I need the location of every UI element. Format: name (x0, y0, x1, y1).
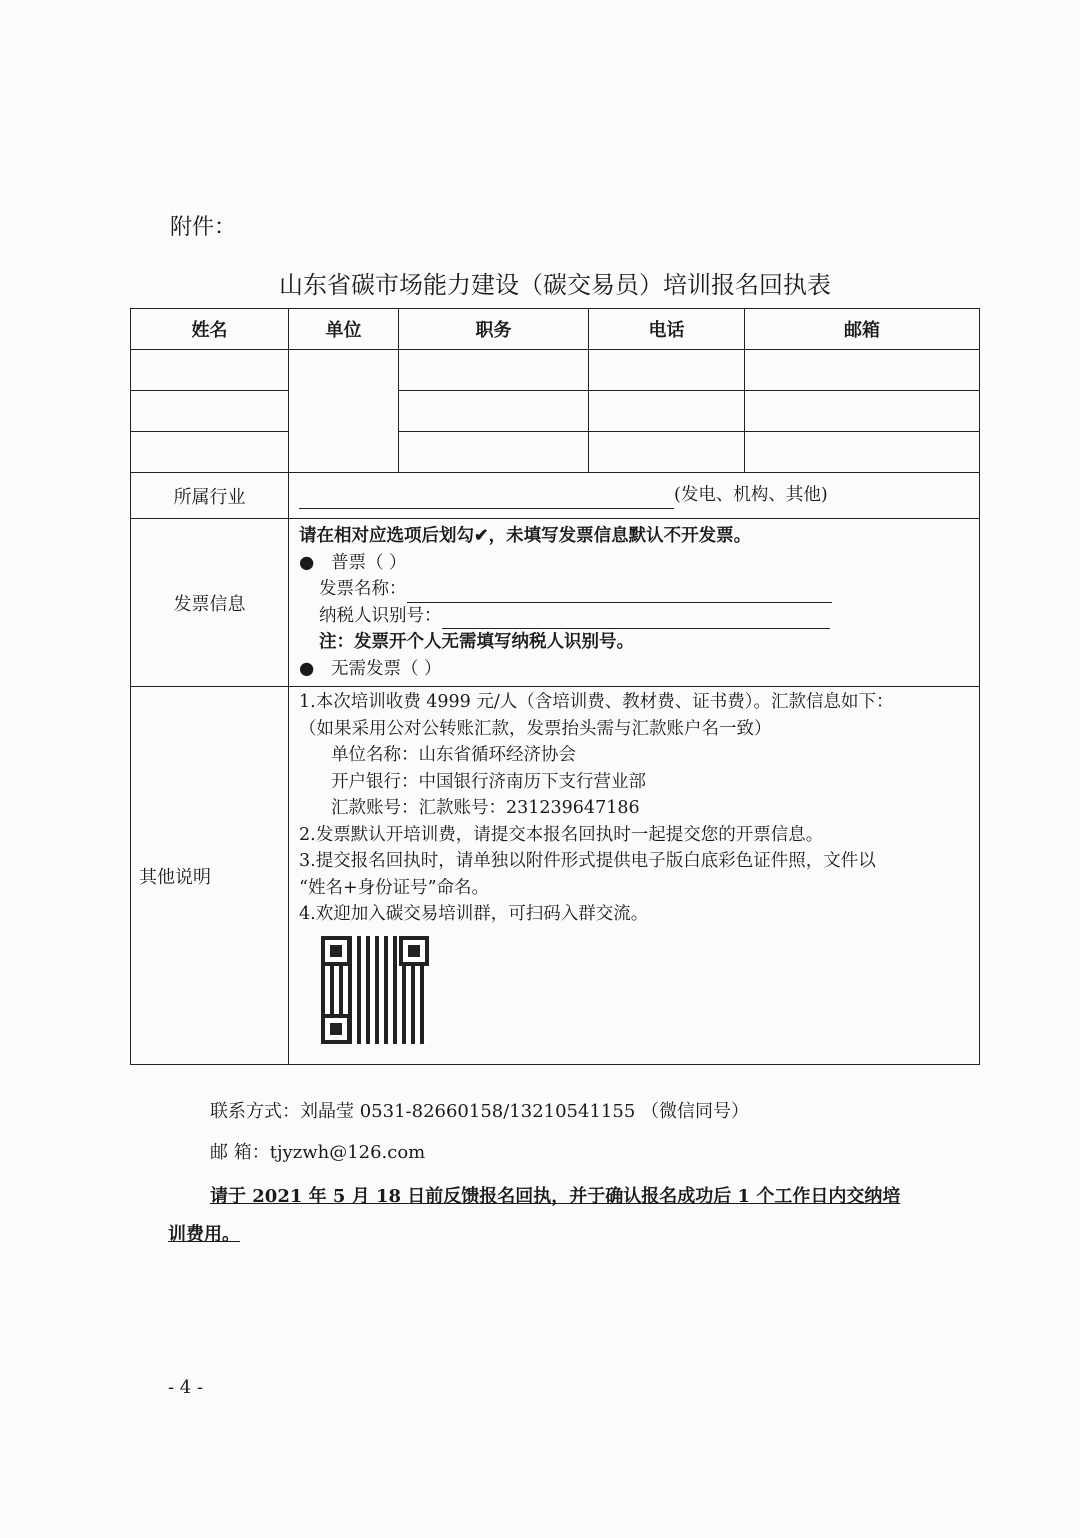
deadline-notice-cont: 训费用。 (168, 1224, 240, 1245)
note-line: 2.发票默认开培训费，请提交本报名回执时一起提交您的开票信息。 (299, 824, 824, 845)
header-email: 邮箱 (745, 309, 980, 350)
position-cell[interactable] (399, 391, 589, 432)
phone-cell[interactable] (589, 391, 745, 432)
other-label: 其他说明 (131, 687, 289, 1065)
industry-options: (发电、机构、其他) (674, 485, 828, 506)
email-cell[interactable] (745, 350, 980, 391)
industry-blank[interactable] (299, 508, 674, 509)
email-cell[interactable] (745, 432, 980, 473)
invoice-note: 注：发票开个人无需填写纳税人识别号。 (319, 632, 634, 652)
contact-email: 邮 箱：tjyzwh@126.com (210, 1142, 426, 1163)
note-line: （如果采用公对公转账汇款，发票抬头需与汇款账户名一致） (299, 718, 772, 739)
position-cell[interactable] (399, 350, 589, 391)
registration-table (130, 308, 980, 1065)
invoice-option-regular[interactable]: 普票（ ） (330, 552, 407, 573)
qr-code-icon[interactable] (321, 936, 429, 1044)
name-cell[interactable] (131, 391, 289, 432)
bullet-icon: ● (299, 552, 315, 573)
header-name: 姓名 (131, 309, 289, 350)
industry-field[interactable] (289, 473, 980, 519)
deadline-notice: 请于 2021 年 5 月 18 日前反馈报名回执，并于确认报名成功后 1 个工作日内交纳培 (210, 1186, 901, 1207)
attachment-label: 附件： (170, 215, 237, 240)
page-number: - 4 - (168, 1377, 204, 1398)
note-line: 4.欢迎加入碳交易培训群，可扫码入群交流。 (299, 904, 649, 924)
tax-id-label: 纳税人识别号： (319, 605, 442, 626)
invoice-instruction: 请在相对应选项后划勾✔，未填写发票信息默认不开发票。 (299, 526, 752, 546)
position-cell[interactable] (399, 432, 589, 473)
industry-label: 所属行业 (131, 473, 289, 519)
name-cell[interactable] (131, 432, 289, 473)
name-cell[interactable] (131, 350, 289, 391)
tax-id-blank[interactable] (442, 608, 830, 629)
header-phone: 电话 (589, 309, 745, 350)
header-position: 职务 (399, 309, 589, 350)
invoice-label: 发票信息 (131, 519, 289, 687)
invoice-name-blank[interactable] (407, 582, 832, 603)
invoice-name-label: 发票名称： (319, 579, 407, 599)
phone-cell[interactable] (589, 350, 745, 391)
note-line: 单位名称：山东省循环经济协会 (331, 745, 576, 765)
email-cell[interactable] (745, 391, 980, 432)
phone-cell[interactable] (589, 432, 745, 473)
bullet-icon: ● (299, 658, 315, 679)
form-title: 山东省碳市场能力建设（碳交易员）培训报名回执表 (279, 271, 831, 299)
contact-info: 联系方式：刘晶莹 0531-82660158/13210541155 （微信同号） (210, 1101, 749, 1122)
note-line: 1.本次培训收费 4999 元/人（含培训费、教材费、证书费）。汇款信息如下： (299, 692, 894, 712)
header-unit: 单位 (289, 309, 399, 350)
invoice-option-none[interactable]: 无需发票（ ） (330, 658, 442, 679)
note-line: 3.提交报名回执时，请单独以附件形式提供电子版白底彩色证件照，文件以 (299, 851, 876, 871)
note-line: 汇款账号：汇款账号：231239647186 (331, 798, 640, 818)
unit-cell[interactable] (289, 350, 399, 473)
note-line: “姓名+身份证号”命名。 (299, 877, 490, 898)
note-line: 开户银行：中国银行济南历下支行营业部 (331, 771, 646, 792)
